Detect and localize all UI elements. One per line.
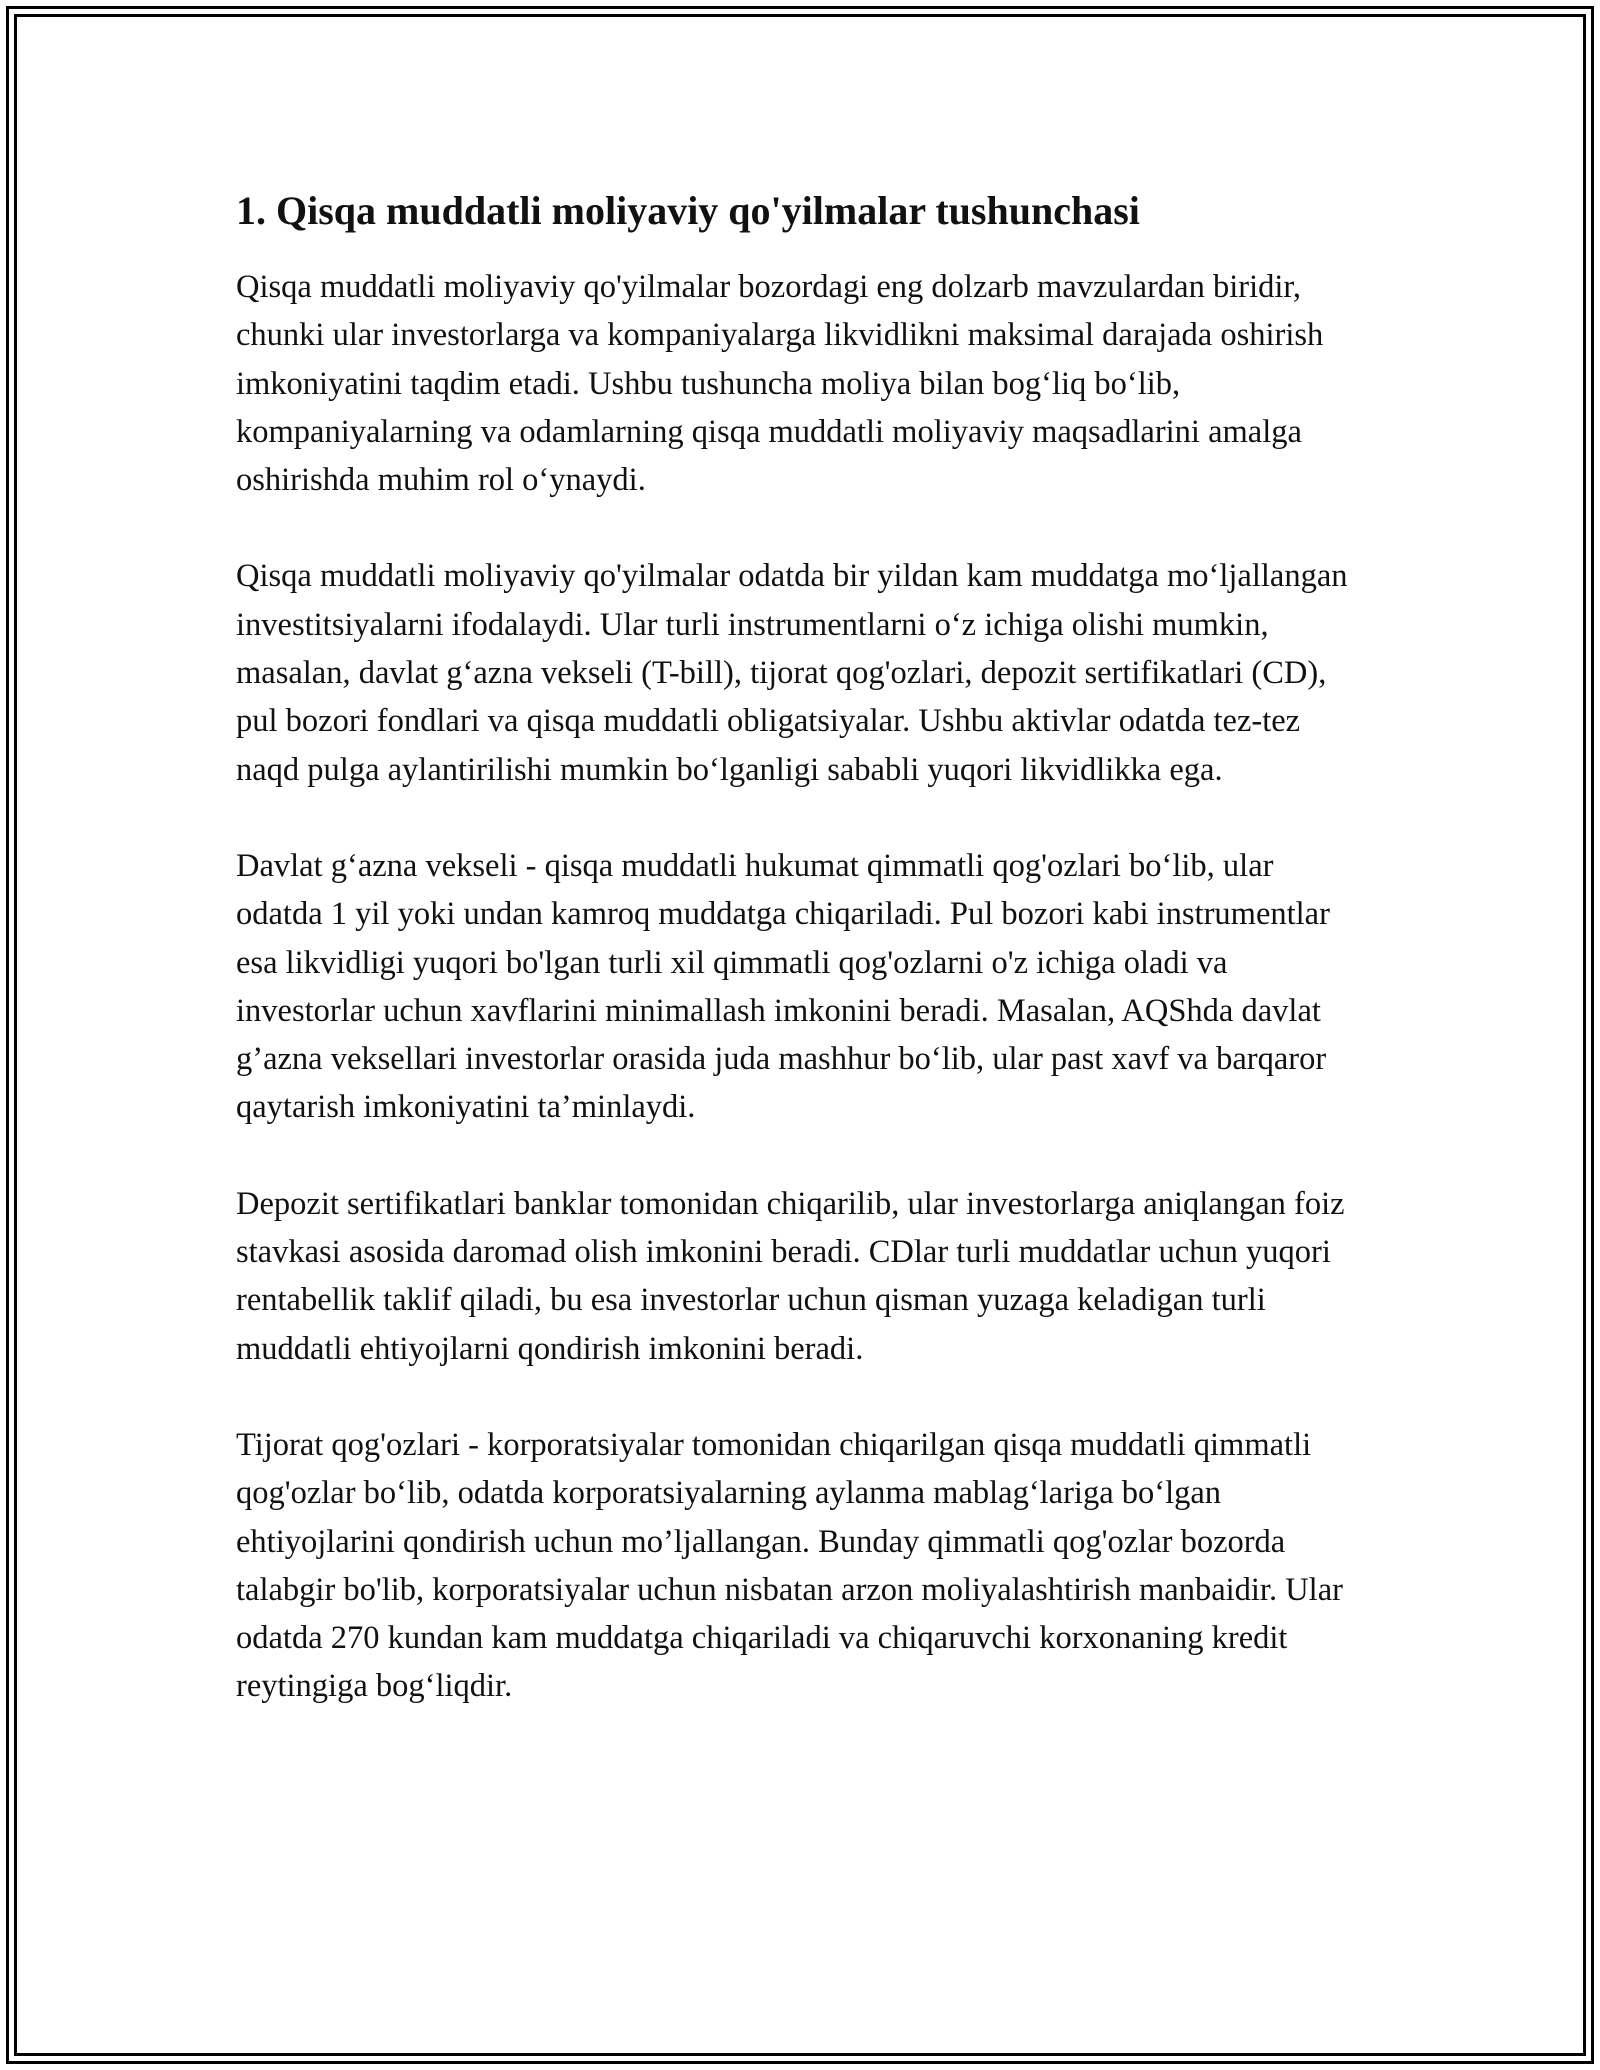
paragraph-treasury-bills: Davlat g‘azna vekseli - qisqa muddatli hukumat qimmatli qog'ozlari bo‘lib, ular odatda 1 yil yoki undan kamroq muddatga chiqariladi. Pul bozori kabi instrumentlar esa likvidligi yuqori bo'lgan turli xil qimmatli qog'ozlarni o'z ichiga oladi va investorlar uchun xavflarini minimallash imkonini beradi. Masalan, AQShda davlat g’azna veksellari investorlar orasida juda mashhur bo‘lib, ular past xavf va barqaror qaytarish imkoniyatini ta’minlaydi. — [236, 847, 1330, 1126]
paragraph-intro: Qisqa muddatli moliyaviy qo'yilmalar bozordagi eng dolzarb mavzulardan biridir, chunki ular investorlarga va kompaniyalarga likvidlikni maksimal darajada oshirish imkoniyatini taqdim etadi. Ushbu tushuncha moliya bilan bog‘liq bo‘lib, kompaniyalarning va odamlarning qisqa muddatli moliyaviy maqsadlarini amalga oshirishda muhim rol o‘ynaydi. — [236, 269, 1324, 499]
paragraph-definition: Qisqa muddatli moliyaviy qo'yilmalar odatda bir yildan kam muddatga mo‘ljallangan investitsiyalarni ifodalaydi. Ular turli instrumentlarni o‘z ichiga olishi mumkin, masalan, davlat g‘azna vekseli (T-bill), tijorat qog'ozlari, depozit sertifikatlari (CD), pul bozori fondlari va qisqa muddatli obligatsiyalar. Ushbu aktivlar odatda tez-tez naqd pulga aylantirilishi mumkin bo‘lganligi sababli yuqori likvidlikka ega. — [236, 558, 1348, 788]
section-heading: 1. Qisqa muddatli moliyaviy qo'yilmalar tushunchasi — [236, 188, 1140, 233]
paragraph-commercial-paper: Tijorat qog'ozlari - korporatsiyalar tomonidan chiqarilgan qisqa muddatli qimmatli qog'ozlar bo‘lib, odatda korporatsiyalarning aylanma mablag‘lariga bo‘lgan ehtiyojlarini qondirish uchun mo’ljallangan. Bunday qimmatli qog'ozlar bozorda talabgir bo'lib, korporatsiyalar uchun nisbatan arzon moliyalashtirish manbaidir. Ular odatda 270 kundan kam muddatga chiqariladi va chiqaruvchi korxonaning kredit reytingiga bog‘liqdir. — [236, 1426, 1343, 1705]
paragraph-certificates-of-deposit: Depozit sertifikatlari banklar tomonidan chiqarilib, ular investorlarga aniqlangan foiz stavkasi asosida daromad olish imkonini beradi. CDlar turli muddatlar uchun yuqori rentabellik taklif qiladi, bu esa investorlar uchun qisman yuzaga keladigan turli muddatli ehtiyojlarni qondirish imkonini beradi. — [236, 1185, 1345, 1367]
document-body — [236, 185, 1366, 1759]
